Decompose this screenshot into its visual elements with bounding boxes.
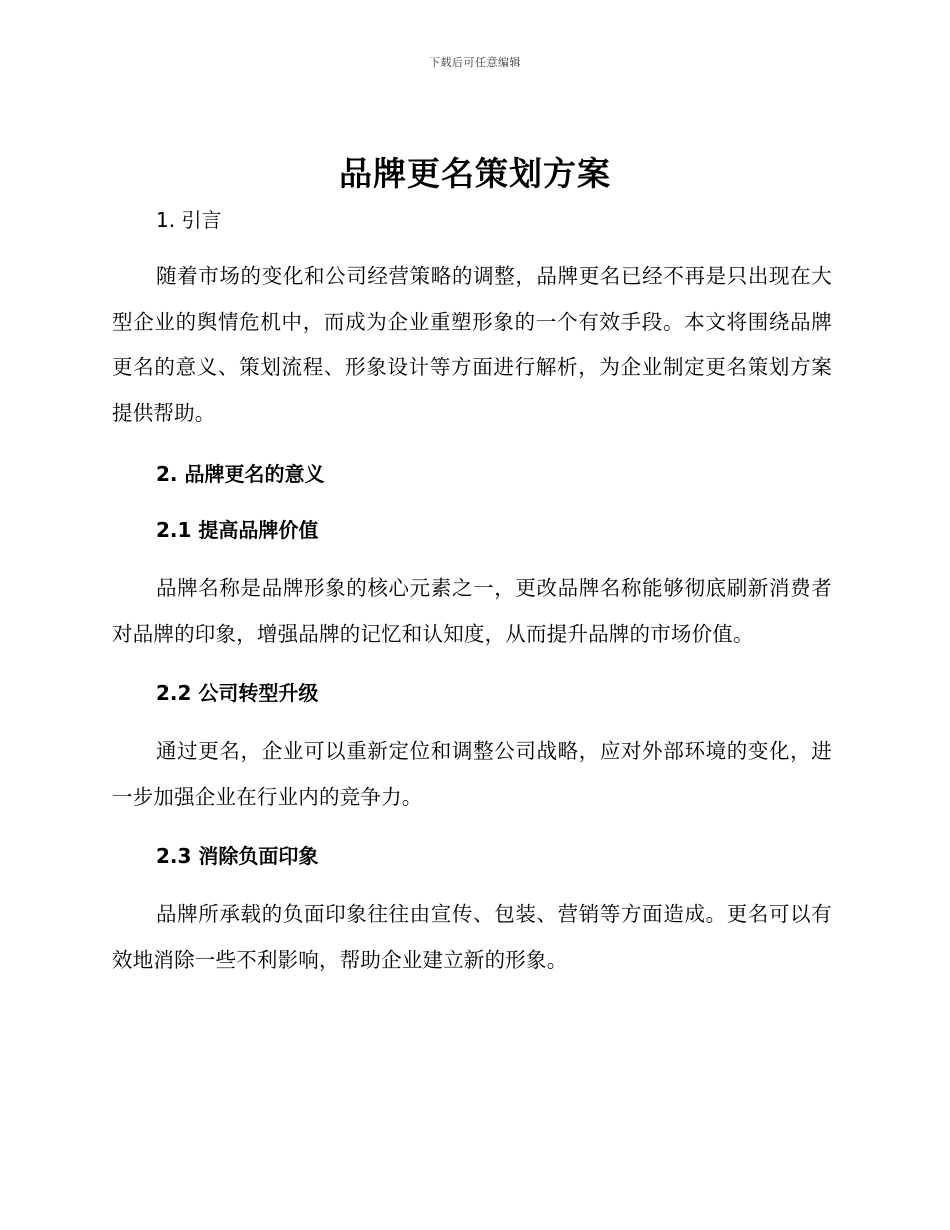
- subsection-heading-negative-impression: 2.3 消除负面印象: [156, 844, 319, 868]
- paragraph-brand-value: 品牌名称是品牌形象的核心元素之一，更改品牌名称能够彻底刷新消费者对品牌的印象，增强品牌的记忆和认知度，从而提升品牌的市场价值。: [112, 576, 832, 646]
- subsection-heading-brand-value: 2.1 提高品牌价值: [156, 518, 319, 542]
- subsection-heading-transformation: 2.2 公司转型升级: [156, 681, 319, 705]
- section-heading-meaning: 2. 品牌更名的意义: [156, 462, 325, 486]
- document-title: 品牌更名策划方案: [339, 154, 611, 193]
- document-body: [112, 202, 832, 983]
- section-heading-introduction: 1. 引言: [156, 208, 222, 232]
- paragraph-transformation: 通过更名，企业可以重新定位和调整公司战略，应对外部环境的变化，进一步加强企业在行业内的竞争力。: [112, 739, 832, 809]
- header-note: 下载后可任意编辑: [429, 56, 521, 69]
- paragraph-introduction: 随着市场的变化和公司经营策略的调整，品牌更名已经不再是只出现在大型企业的舆情危机中，而成为企业重塑形象的一个有效手段。本文将围绕品牌更名的意义、策划流程、形象设计等方面进行解析，为企业制定更名策划方案提供帮助。: [112, 264, 832, 425]
- paragraph-negative-impression: 品牌所承载的负面印象往往由宣传、包装、营销等方面造成。更名可以有效地消除一些不利影响，帮助企业建立新的形象。: [112, 902, 832, 972]
